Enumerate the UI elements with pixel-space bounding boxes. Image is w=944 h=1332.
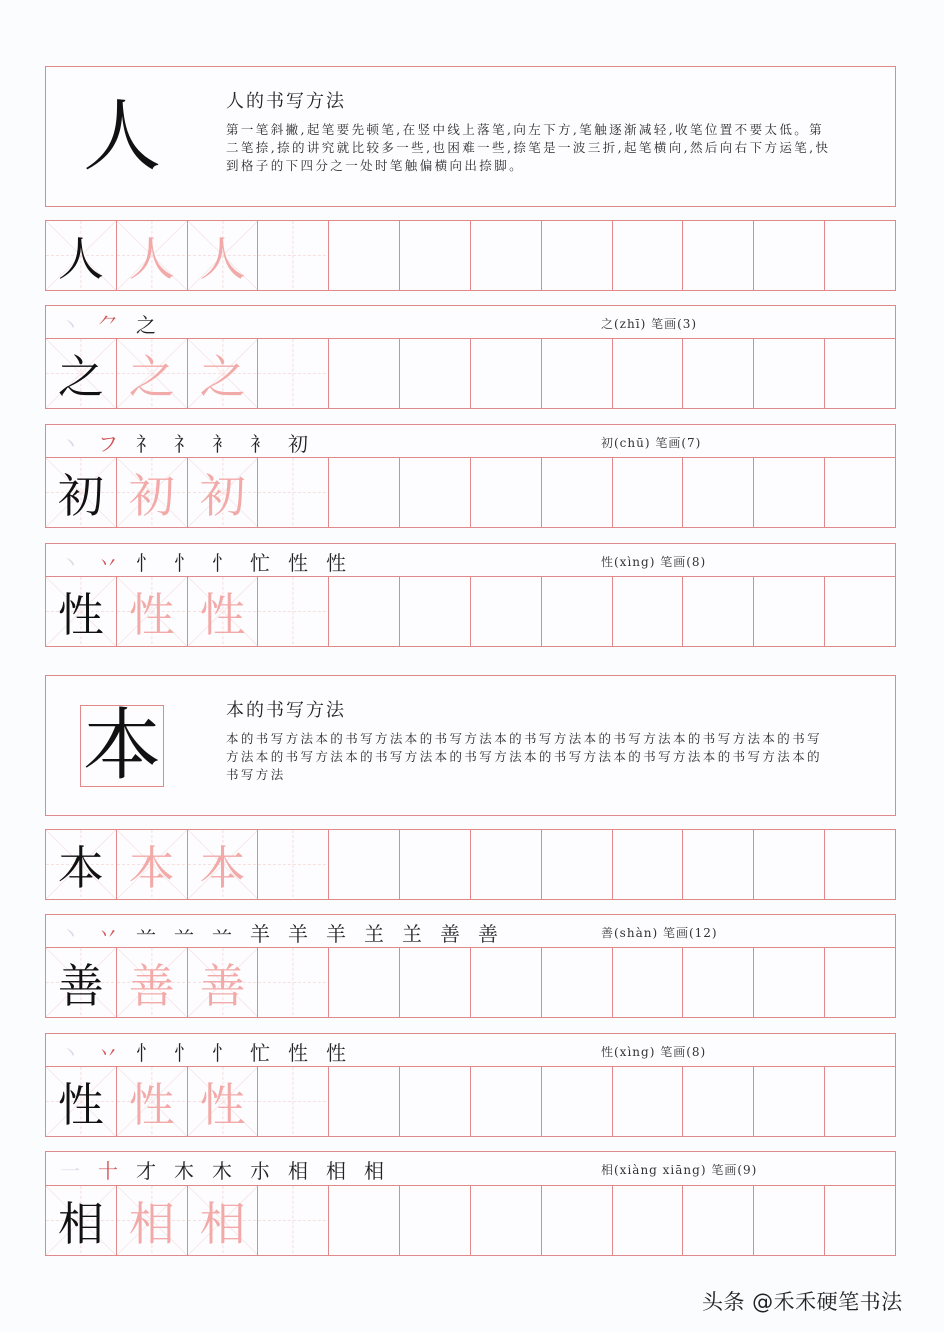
blank-practice-cell [258, 1067, 329, 1136]
stroke-step: 忙 [250, 1040, 270, 1065]
blank-practice-cell [471, 339, 542, 408]
char-info: 相(xiàng xiāng) 笔画(9) [601, 1163, 758, 1177]
blank-practice-cell [613, 339, 684, 408]
stroke-step: 忄 [136, 550, 156, 575]
intro-title: 本的书写方法 [226, 700, 346, 721]
blank-practice-cell [329, 830, 400, 899]
model-cell [46, 830, 117, 899]
blank-practice-cell [613, 830, 684, 899]
trace-char: 性 [199, 1077, 246, 1132]
model-char: 初 [57, 468, 104, 523]
blank-practice-cell [683, 458, 754, 527]
model-char: 人 [57, 231, 104, 286]
model-cell [46, 1186, 117, 1255]
blank-practice-cell [613, 577, 684, 646]
stroke-sequence [58, 917, 500, 947]
stroke-step: 䒑 [136, 921, 156, 946]
trace-cell [188, 577, 259, 646]
trace-char: 相 [128, 1196, 175, 1251]
trace-cell [117, 1186, 188, 1255]
stroke-step: フ [98, 431, 118, 456]
char-info: 初(chū) 笔画(7) [601, 436, 702, 450]
blank-practice-cell [542, 948, 613, 1017]
stroke-order-strip [45, 305, 896, 339]
stroke-order-strip [45, 1151, 896, 1185]
blank-practice-cell [542, 1067, 613, 1136]
blank-practice-cell [329, 1186, 400, 1255]
char-info: 之(zhī) 笔画(3) [601, 317, 698, 331]
stroke-step: 𦍌 [402, 921, 422, 946]
blank-practice-cell [825, 1067, 895, 1136]
blank-practice-cell [683, 221, 754, 290]
trace-char: 人 [128, 231, 175, 286]
intro-model-char: 人 [82, 92, 161, 182]
trace-char: 之 [199, 349, 246, 404]
model-cell [46, 577, 117, 646]
char-info: 善(shàn) 笔画(12) [601, 926, 718, 940]
trace-char: 善 [199, 958, 246, 1013]
trace-cell [117, 830, 188, 899]
blank-practice-cell [400, 577, 471, 646]
trace-cell [117, 339, 188, 408]
blank-practice-cell [471, 1186, 542, 1255]
stroke-sequence [58, 308, 158, 338]
trace-cell [188, 1186, 259, 1255]
blank-practice-cell [329, 458, 400, 527]
blank-practice-cell [825, 830, 895, 899]
stroke-step: 性 [288, 550, 308, 575]
char-info: 性(xìng) 笔画(8) [601, 555, 707, 569]
intro-model-char: 本 [74, 698, 170, 794]
stroke-step: 才 [136, 1158, 156, 1183]
blank-practice-cell [683, 339, 754, 408]
stroke-sequence [58, 1154, 386, 1184]
blank-practice-cell [613, 458, 684, 527]
stroke-step: 忄 [136, 1040, 156, 1065]
stroke-order-strip [45, 424, 896, 458]
practice-grid-row [45, 220, 896, 291]
stroke-step: 善 [478, 921, 498, 946]
stroke-step: 初 [288, 431, 308, 456]
trace-cell [117, 1067, 188, 1136]
stroke-step: 之 [136, 312, 156, 337]
blank-practice-cell [754, 339, 825, 408]
model-cell [46, 948, 117, 1017]
intro-description: 第一笔斜撇,起笔要先顿笔,在竖中线上落笔,向左下方,笔触逐渐减轻,收笔位置不要太低。第二笔捺,捺的讲究就比较多一些,也困难一些,捺笔是一波三折,起笔横向,然后向右下方运笔,快到格子的下四分之一处时笔触偏横向出捺脚。 [226, 122, 831, 173]
model-char: 性 [57, 1077, 104, 1132]
blank-practice-cell [754, 221, 825, 290]
stroke-step: 丶 [60, 550, 80, 575]
practice-grid-row [45, 947, 896, 1018]
trace-cell [188, 948, 259, 1017]
blank-practice-cell [258, 1186, 329, 1255]
model-char: 之 [57, 349, 104, 404]
model-char: 本 [57, 840, 104, 895]
stroke-step: 衤 [250, 431, 270, 456]
watermark: 头条 @禾禾硬笔书法 [702, 1290, 903, 1314]
blank-practice-cell [471, 577, 542, 646]
blank-practice-cell [258, 830, 329, 899]
trace-char: 初 [199, 468, 246, 523]
blank-practice-cell [258, 577, 329, 646]
stroke-step: 丷 [98, 550, 118, 575]
stroke-step: 丶 [60, 431, 80, 456]
blank-practice-cell [329, 1067, 400, 1136]
blank-practice-cell [258, 948, 329, 1017]
blank-practice-cell [400, 1067, 471, 1136]
trace-cell [117, 221, 188, 290]
blank-practice-cell [258, 221, 329, 290]
stroke-step: 忄 [212, 550, 232, 575]
blank-practice-cell [613, 948, 684, 1017]
model-cell [46, 458, 117, 527]
intro-box-ren [45, 66, 896, 207]
blank-practice-cell [400, 339, 471, 408]
blank-practice-cell [754, 458, 825, 527]
blank-practice-cell [825, 948, 895, 1017]
blank-practice-cell [258, 458, 329, 527]
blank-practice-cell [329, 577, 400, 646]
stroke-step: 𦍌 [364, 921, 384, 946]
blank-practice-cell [825, 458, 895, 527]
blank-practice-cell [329, 948, 400, 1017]
blank-practice-cell [683, 1186, 754, 1255]
blank-practice-cell [542, 577, 613, 646]
trace-char: 性 [128, 587, 175, 642]
stroke-step: 羊 [326, 921, 346, 946]
blank-practice-cell [542, 1186, 613, 1255]
trace-char: 人 [199, 231, 246, 286]
blank-practice-cell [754, 577, 825, 646]
blank-practice-cell [825, 577, 895, 646]
practice-grid-row [45, 457, 896, 528]
stroke-step: 丷 [98, 1040, 118, 1065]
stroke-step: 相 [288, 1158, 308, 1183]
blank-practice-cell [258, 339, 329, 408]
stroke-step: 丶 [60, 312, 80, 337]
trace-char: 相 [199, 1196, 246, 1251]
blank-practice-cell [400, 221, 471, 290]
stroke-step: 木 [174, 1158, 194, 1183]
model-char: 善 [57, 958, 104, 1013]
stroke-step: 忄 [174, 1040, 194, 1065]
trace-cell [188, 458, 259, 527]
practice-grid-row [45, 1066, 896, 1137]
blank-practice-cell [754, 1186, 825, 1255]
model-char: 相 [57, 1196, 104, 1251]
intro-title: 人的书写方法 [226, 91, 346, 112]
stroke-step: 十 [98, 1158, 118, 1183]
stroke-order-strip [45, 543, 896, 577]
stroke-step: 忄 [174, 550, 194, 575]
stroke-order-strip [45, 914, 896, 948]
stroke-step: 丶 [60, 921, 80, 946]
blank-practice-cell [613, 221, 684, 290]
model-char: 性 [57, 587, 104, 642]
blank-practice-cell [329, 221, 400, 290]
stroke-step: 忄 [212, 1040, 232, 1065]
stroke-step: 羊 [250, 921, 270, 946]
intro-description: 本的书写方法本的书写方法本的书写方法本的书写方法本的书写方法本的书写方法本的书写方法本的书写方法本的书写方法本的书写方法本的书写方法本的书写方法本的书写方法本的书写方法 [226, 731, 823, 782]
blank-practice-cell [542, 830, 613, 899]
blank-practice-cell [754, 1067, 825, 1136]
blank-practice-cell [542, 221, 613, 290]
practice-grid-row [45, 829, 896, 900]
trace-char: 之 [128, 349, 175, 404]
trace-char: 性 [128, 1077, 175, 1132]
blank-practice-cell [400, 458, 471, 527]
stroke-step: 丶 [60, 1040, 80, 1065]
stroke-step: 礻 [174, 431, 194, 456]
trace-cell [188, 1067, 259, 1136]
trace-char: 善 [128, 958, 175, 1013]
blank-practice-cell [683, 948, 754, 1017]
trace-char: 本 [128, 840, 175, 895]
blank-practice-cell [542, 458, 613, 527]
stroke-sequence [58, 427, 310, 457]
model-cell [46, 221, 117, 290]
stroke-step: 一 [60, 1158, 80, 1183]
blank-practice-cell [825, 339, 895, 408]
stroke-step: 羊 [288, 921, 308, 946]
blank-practice-cell [400, 830, 471, 899]
trace-cell [188, 339, 259, 408]
blank-practice-cell [329, 339, 400, 408]
blank-practice-cell [471, 1067, 542, 1136]
blank-practice-cell [683, 577, 754, 646]
stroke-sequence [58, 546, 348, 576]
blank-practice-cell [542, 339, 613, 408]
stroke-step: 䒑 [174, 921, 194, 946]
stroke-step: 朩 [250, 1158, 270, 1183]
trace-char: 初 [128, 468, 175, 523]
trace-cell [188, 221, 259, 290]
stroke-step: 丷 [98, 921, 118, 946]
blank-practice-cell [825, 221, 895, 290]
trace-cell [117, 577, 188, 646]
stroke-order-strip [45, 1033, 896, 1067]
blank-practice-cell [471, 221, 542, 290]
stroke-step: 相 [364, 1158, 384, 1183]
stroke-step: 相 [326, 1158, 346, 1183]
stroke-step: 性 [326, 1040, 346, 1065]
blank-practice-cell [613, 1067, 684, 1136]
trace-cell [117, 948, 188, 1017]
blank-practice-cell [471, 830, 542, 899]
blank-practice-cell [754, 948, 825, 1017]
stroke-step: 善 [440, 921, 460, 946]
stroke-sequence [58, 1036, 348, 1066]
blank-practice-cell [683, 830, 754, 899]
trace-cell [188, 830, 259, 899]
blank-practice-cell [400, 948, 471, 1017]
blank-practice-cell [471, 948, 542, 1017]
blank-practice-cell [613, 1186, 684, 1255]
blank-practice-cell [400, 1186, 471, 1255]
stroke-step: 性 [288, 1040, 308, 1065]
blank-practice-cell [754, 830, 825, 899]
stroke-step: 礻 [136, 431, 156, 456]
practice-grid-row [45, 338, 896, 409]
model-cell [46, 339, 117, 408]
stroke-step: 䒑 [212, 921, 232, 946]
blank-practice-cell [683, 1067, 754, 1136]
model-cell [46, 1067, 117, 1136]
stroke-step: ⺈ [98, 312, 118, 337]
stroke-step: 木 [212, 1158, 232, 1183]
trace-char: 性 [199, 587, 246, 642]
stroke-step: 性 [326, 550, 346, 575]
practice-grid-row [45, 1185, 896, 1256]
blank-practice-cell [471, 458, 542, 527]
trace-char: 本 [199, 840, 246, 895]
practice-grid-row [45, 576, 896, 647]
stroke-step: 忙 [250, 550, 270, 575]
intro-box-ben [45, 675, 896, 816]
char-info: 性(xìng) 笔画(8) [601, 1045, 707, 1059]
blank-practice-cell [825, 1186, 895, 1255]
trace-cell [117, 458, 188, 527]
stroke-step: 衤 [212, 431, 232, 456]
